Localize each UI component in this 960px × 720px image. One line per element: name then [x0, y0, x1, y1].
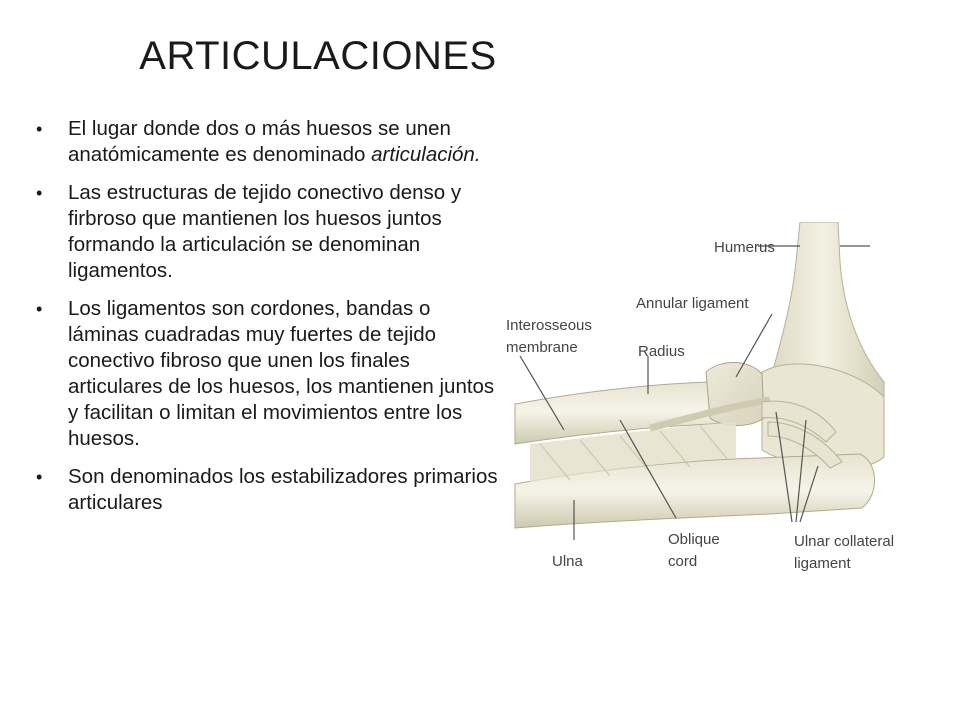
elbow-anatomy-figure [500, 222, 930, 580]
label-annular-ligament: Annular ligament [636, 295, 749, 312]
label-ulnar-collateral-line2: ligament [794, 555, 851, 572]
emphasis-term: articulación. [371, 143, 481, 166]
label-oblique-line1: Oblique [668, 531, 720, 548]
bullet-glyph: • [36, 299, 43, 319]
label-interosseous-line2: membrane [506, 339, 578, 356]
bullet-item [36, 464, 506, 516]
bullet-text: Los ligamentos son cordones, bandas o láminas cuadradas muy fuertes de tejido conectivo fibroso que unen los finales articulares de los huesos, los mantienen juntos y facilitan o limitan el movimientos entre los huesos. [68, 297, 495, 450]
bullet-text: El lugar donde dos o más huesos se unen anatómicamente es denominado articulación. [68, 117, 481, 166]
bullet-text: Son denominados los estabilizadores primarios articulares [68, 465, 498, 514]
elbow-illustration [500, 222, 930, 580]
label-ulna: Ulna [552, 553, 583, 570]
label-oblique-line2: cord [668, 553, 698, 570]
annular-ligament-band [706, 362, 764, 425]
bullet-glyph: • [36, 183, 43, 203]
bullet-glyph: • [36, 119, 43, 139]
slide-title: ARTICULACIONES [139, 34, 497, 78]
label-interosseous-line1: Interosseous [506, 317, 592, 334]
label-ulnar-collateral-line1: Ulnar collateral [794, 533, 895, 550]
bullet-glyph: • [36, 467, 43, 487]
bullet-item [36, 180, 506, 284]
label-radius: Radius [638, 343, 685, 360]
label-humerus: Humerus [714, 239, 775, 256]
bullet-text: Las estructuras de tejido conectivo denso y firbroso que mantienen los huesos juntos formando la articulación se denominan ligamentos. [68, 181, 462, 282]
bullet-item [36, 296, 506, 452]
bullet-item [36, 116, 506, 168]
bullet-list [36, 116, 506, 528]
